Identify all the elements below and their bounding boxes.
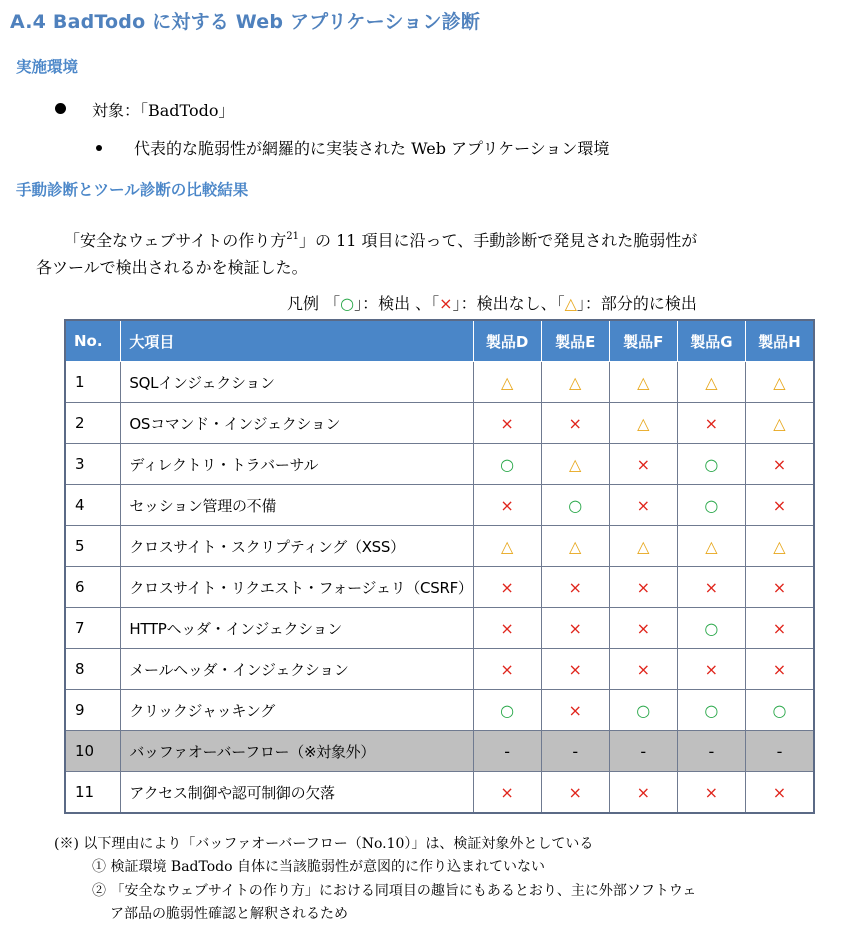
legend-text: 」：検出 、「 (354, 294, 440, 313)
row-item: アクセス制御や認可制御の欠落 (121, 772, 473, 814)
table-row (65, 608, 814, 649)
partial-mark-icon: △ (745, 526, 814, 567)
detected-mark-icon: ○ (541, 485, 609, 526)
header-product-h: 製品H (745, 320, 814, 362)
detected-mark-icon: ○ (473, 690, 541, 731)
row-number: 6 (65, 567, 121, 608)
not-detected-mark-icon: × (473, 608, 541, 649)
row-number: 1 (65, 362, 121, 403)
bullet-dot-small (96, 145, 102, 151)
partial-mark-icon: △ (609, 362, 677, 403)
not-detected-mark-icon: × (609, 444, 677, 485)
partial-mark-icon: △ (541, 444, 609, 485)
row-number: 2 (65, 403, 121, 444)
row-item: HTTPヘッダ・インジェクション (121, 608, 473, 649)
row-number: 3 (65, 444, 121, 485)
detected-mark-icon: ○ (677, 690, 745, 731)
detected-mark-icon: ○ (340, 294, 355, 313)
partial-mark-icon: △ (473, 362, 541, 403)
not-detected-mark-icon: × (745, 485, 814, 526)
partial-mark-icon: △ (609, 403, 677, 444)
partial-mark-icon: △ (609, 526, 677, 567)
para-text: 「安全なウェブサイトの作り方 (64, 231, 287, 250)
header-no: No. (65, 320, 121, 362)
detected-mark-icon: ○ (745, 690, 814, 731)
not-detected-mark-icon: × (541, 567, 609, 608)
row-item: セッション管理の不備 (121, 485, 473, 526)
not-detected-mark-icon: × (677, 772, 745, 814)
page-title: A.4 BadTodo に対する Web アプリケーション診断 (10, 11, 481, 33)
target-bullet (55, 98, 234, 121)
legend (287, 291, 697, 314)
row-item: ディレクトリ・トラバーサル (121, 444, 473, 485)
not-detected-mark-icon: × (541, 772, 609, 814)
header-item: 大項目 (121, 320, 473, 362)
partial-mark-icon: △ (541, 362, 609, 403)
row-item: クリックジャッキング (121, 690, 473, 731)
not-applicable-mark: - (609, 731, 677, 772)
not-applicable-mark: - (745, 731, 814, 772)
footnote-ref[interactable]: 21 (286, 231, 299, 242)
detected-mark-icon: ○ (677, 444, 745, 485)
detected-mark-icon: ○ (473, 444, 541, 485)
note-line-4: ア部品の脆弱性確認と解釈されるため (110, 906, 348, 922)
not-detected-mark-icon: × (609, 608, 677, 649)
header-product-f: 製品F (609, 320, 677, 362)
not-detected-mark-icon: × (473, 485, 541, 526)
row-number: 5 (65, 526, 121, 567)
table-header-row (65, 320, 814, 362)
para-text: 各ツールで検出されるかを検証した。 (36, 258, 308, 277)
section-heading-comparison: 手動診断とツール診断の比較結果 (16, 181, 249, 199)
legend-text: 」：検出なし、「 (452, 294, 565, 313)
header-product-d: 製品D (473, 320, 541, 362)
bullet-dot (55, 103, 66, 114)
target-subbullet (96, 136, 609, 159)
not-detected-mark-icon: × (745, 649, 814, 690)
not-detected-mark-icon: × (609, 567, 677, 608)
partial-mark-icon: △ (541, 526, 609, 567)
row-item: クロスサイト・スクリプティング（XSS） (121, 526, 473, 567)
table-row (65, 731, 814, 772)
header-product-g: 製品G (677, 320, 745, 362)
table-row (65, 403, 814, 444)
row-item: クロスサイト・リクエスト・フォージェリ（CSRF） (121, 567, 473, 608)
note-line-3: ② 「安全なウェブサイトの作り方」における同項目の趣旨にもあるとおり、主に外部ソフトウェ (92, 883, 697, 899)
note-line-1: (※) 以下理由により「バッファオーバーフロー（No.10）」は、検証対象外としている (54, 836, 594, 852)
row-number: 10 (65, 731, 121, 772)
table-row (65, 526, 814, 567)
row-item: バッファオーバーフロー（※対象外） (121, 731, 473, 772)
not-detected-mark-icon: × (439, 294, 453, 313)
table-row (65, 485, 814, 526)
not-detected-mark-icon: × (541, 649, 609, 690)
not-detected-mark-icon: × (745, 608, 814, 649)
comparison-paragraph (36, 223, 848, 281)
partial-mark-icon: △ (564, 294, 577, 313)
not-detected-mark-icon: × (473, 772, 541, 814)
not-detected-mark-icon: × (609, 485, 677, 526)
not-detected-mark-icon: × (677, 403, 745, 444)
partial-mark-icon: △ (473, 526, 541, 567)
table-row (65, 444, 814, 485)
section-heading-environment: 実施環境 (16, 58, 79, 76)
table-row (65, 690, 814, 731)
not-detected-mark-icon: × (473, 403, 541, 444)
detected-mark-icon: ○ (677, 608, 745, 649)
not-detected-mark-icon: × (541, 608, 609, 649)
row-number: 7 (65, 608, 121, 649)
not-detected-mark-icon: × (745, 444, 814, 485)
row-item: OSコマンド・インジェクション (121, 403, 473, 444)
not-detected-mark-icon: × (745, 772, 814, 814)
note-line-2: ① 検証環境 BadTodo 自体に当該脆弱性が意図的に作り込まれていない (92, 859, 546, 875)
legend-text: 凡例 「 (287, 294, 341, 313)
partial-mark-icon: △ (677, 362, 745, 403)
legend-text: 」：部分的に検出 (576, 294, 697, 313)
detected-mark-icon: ○ (609, 690, 677, 731)
table-row (65, 649, 814, 690)
not-detected-mark-icon: × (677, 649, 745, 690)
header-product-e: 製品E (541, 320, 609, 362)
not-detected-mark-icon: × (609, 649, 677, 690)
row-number: 8 (65, 649, 121, 690)
not-applicable-mark: - (473, 731, 541, 772)
comparison-table (64, 319, 815, 814)
row-item: SQLインジェクション (121, 362, 473, 403)
partial-mark-icon: △ (745, 403, 814, 444)
table-row (65, 772, 814, 814)
not-detected-mark-icon: × (541, 403, 609, 444)
not-detected-mark-icon: × (541, 690, 609, 731)
not-detected-mark-icon: × (609, 772, 677, 814)
target-text: 対象：「BadTodo」 (92, 101, 235, 120)
row-number: 9 (65, 690, 121, 731)
row-number: 11 (65, 772, 121, 814)
not-applicable-mark: - (541, 731, 609, 772)
partial-mark-icon: △ (677, 526, 745, 567)
partial-mark-icon: △ (745, 362, 814, 403)
not-detected-mark-icon: × (473, 649, 541, 690)
target-description: 代表的な脆弱性が網羅的に実装された Web アプリケーション環境 (134, 139, 610, 158)
table-row (65, 362, 814, 403)
table-row (65, 567, 814, 608)
row-number: 4 (65, 485, 121, 526)
not-detected-mark-icon: × (745, 567, 814, 608)
not-detected-mark-icon: × (677, 567, 745, 608)
row-item: メールヘッダ・インジェクション (121, 649, 473, 690)
detected-mark-icon: ○ (677, 485, 745, 526)
para-text: 」の 11 項目に沿って、手動診断で発見された脆弱性が (298, 231, 698, 250)
not-detected-mark-icon: × (473, 567, 541, 608)
not-applicable-mark: - (677, 731, 745, 772)
